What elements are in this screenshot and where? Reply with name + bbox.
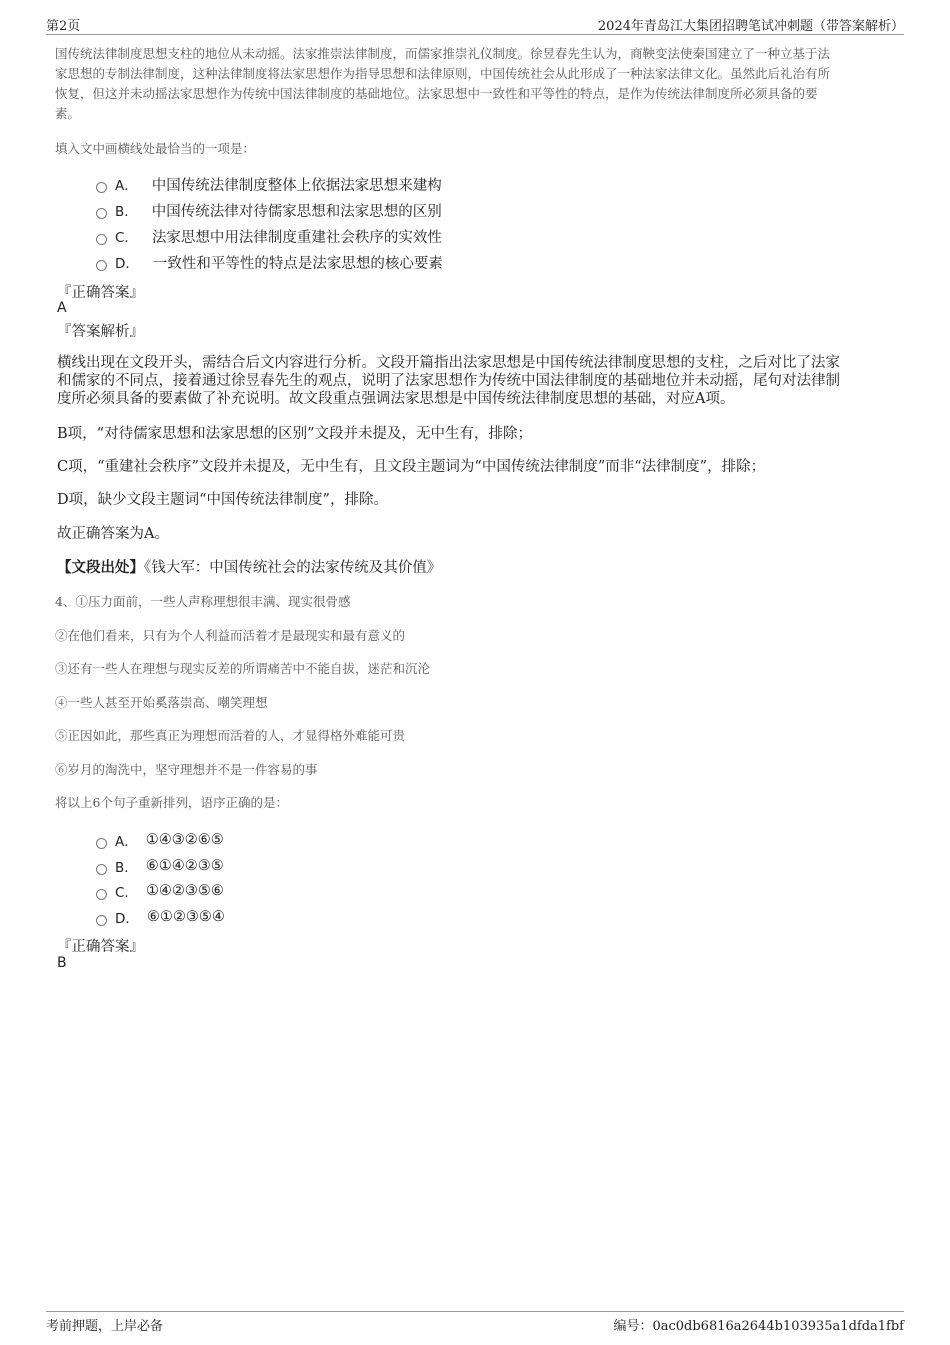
option-text: ①④②③⑤⑥ [145, 883, 224, 899]
option-text: 中国传统法律对待儒家思想和法家思想的区别 [151, 203, 442, 220]
option-text: 法家思想中用法律制度重建社会秩序的实效性 [151, 229, 442, 246]
radio-button[interactable] [96, 838, 107, 849]
option-text: 一致性和平等性的特点是法家思想的核心要素 [152, 255, 443, 272]
source-label: 【文段出处】 [57, 559, 144, 576]
answer-label: 『正确答案』 [57, 939, 144, 955]
page-header [46, 14, 904, 35]
option-letter: B． [115, 204, 138, 220]
option-text: 中国传统法律制度整体上依据法家思想来建构 [151, 177, 442, 194]
analysis-line: 横线出现在文段开头，需结合后文内容进行分析。文段开篇指出法家思想是中国传统法律制度思想的支柱，之后对比了法家 [57, 355, 840, 371]
sentence-5: ⑤正因如此，那些真正为理想而活着的人，才显得格外难能可贵 [55, 728, 406, 743]
explanation-d: D项，缺少文段主题词“中国传统法律制度”，排除。 [57, 492, 388, 508]
sentence-6: ⑥岁月的淘洗中，坚守理想并不是一件容易的事 [55, 762, 318, 777]
explanation-b: B项，“对待儒家思想和法家思想的区别”文段并未提及，无中生有，排除； [57, 426, 532, 442]
answer-value: A [57, 300, 67, 316]
radio-button[interactable] [96, 260, 107, 271]
radio-button[interactable] [96, 889, 107, 900]
document-title: 2024年青岛江大集团招聘笔试冲刺题（带答案解析） [597, 19, 904, 34]
passage-line: 素。 [55, 106, 81, 121]
analysis-label: 『答案解析』 [57, 324, 144, 340]
footer-slogan: 考前押题，上岸必备 [46, 1319, 164, 1334]
analysis-line: 度所必须具备的要素做了补充说明。故文段重点强调法家思想是中国传统法律制度思想的基础，对应A项。 [57, 391, 735, 407]
answer-label: 『正确答案』 [57, 285, 144, 301]
document-id: 编号：0ac0db6816a2644b103935a1dfda1fbf [613, 1319, 904, 1334]
radio-button[interactable] [96, 864, 107, 875]
sentence-3: ③还有一些人在理想与现实反差的所谓痛苦中不能自拔，迷茫和沉沦 [55, 661, 431, 676]
analysis-line: 和儒家的不同点，接着通过徐昱春先生的观点，说明了法家思想作为传统中国法律制度的基础地位并未动摇，尾句对法律制 [57, 373, 840, 389]
page-footer [46, 1311, 904, 1332]
radio-button[interactable] [96, 182, 107, 193]
page-number: 第2页 [46, 19, 81, 34]
sentence-1: 4、①压力面前，一些人声称理想很丰满、现实很骨感 [55, 594, 351, 609]
radio-button[interactable] [96, 915, 107, 926]
option-letter: A． [115, 178, 138, 194]
option-c[interactable] [96, 226, 442, 246]
radio-button[interactable] [96, 208, 107, 219]
answer-value: B [57, 955, 67, 971]
option-letter: D． [115, 911, 139, 927]
option-text: ⑥①②③⑤④ [146, 909, 225, 925]
option-d[interactable] [96, 252, 443, 272]
radio-button[interactable] [96, 234, 107, 245]
analysis-text [57, 354, 892, 408]
option-letter: D． [115, 256, 139, 272]
option-b[interactable] [96, 856, 224, 876]
option-letter: B． [115, 860, 138, 876]
option-b[interactable] [96, 200, 442, 220]
option-d[interactable] [96, 907, 225, 927]
question-prompt: 填入文中画横线处最恰当的一项是： [55, 141, 256, 156]
passage-line: 恢复，但这并未动摇法家思想作为传统中国法律制度的基础地位。法家思想中一致性和平等性的特点，是作为传统法律制度所必须具备的要 [55, 86, 818, 101]
option-text: ①④③②⑥⑤ [145, 832, 224, 848]
explanation-c: C项，“重建社会秩序”文段并未提及，无中生有，且文段主题词为“中国传统法律制度”而非“法律制度”，排除； [57, 459, 766, 475]
option-c[interactable] [96, 881, 224, 901]
option-letter: C． [115, 230, 138, 246]
source-text: 《钱大军：中国传统社会的法家传统及其价值》 [144, 560, 442, 576]
conclusion: 故正确答案为A。 [57, 526, 169, 542]
option-a[interactable] [96, 174, 442, 194]
passage-line: 国传统法律制度思想支柱的地位从未动摇。法家推崇法律制度，而儒家推崇礼仪制度。徐昱春先生认为，商鞅变法使秦国建立了一种立基于法 [55, 46, 831, 61]
sentence-4: ④一些人甚至开始奚落崇高、嘲笑理想 [55, 695, 268, 710]
option-a[interactable] [96, 830, 224, 850]
option-letter: A． [115, 834, 138, 850]
option-letter: C． [115, 885, 138, 901]
passage-line: 家思想的专制法律制度，这种法律制度将法家思想作为指导思想和法律原则，中国传统社会从此形成了一种法家法律文化。虽然此后礼治有所 [55, 66, 831, 81]
passage [55, 44, 890, 124]
sentence-2: ②在他们看来，只有为个人利益而活着才是最现实和最有意义的 [55, 628, 406, 643]
question-prompt: 将以上6个句子重新排列，语序正确的是： [55, 795, 288, 810]
option-text: ⑥①④②③⑤ [145, 858, 224, 874]
source [57, 559, 892, 577]
